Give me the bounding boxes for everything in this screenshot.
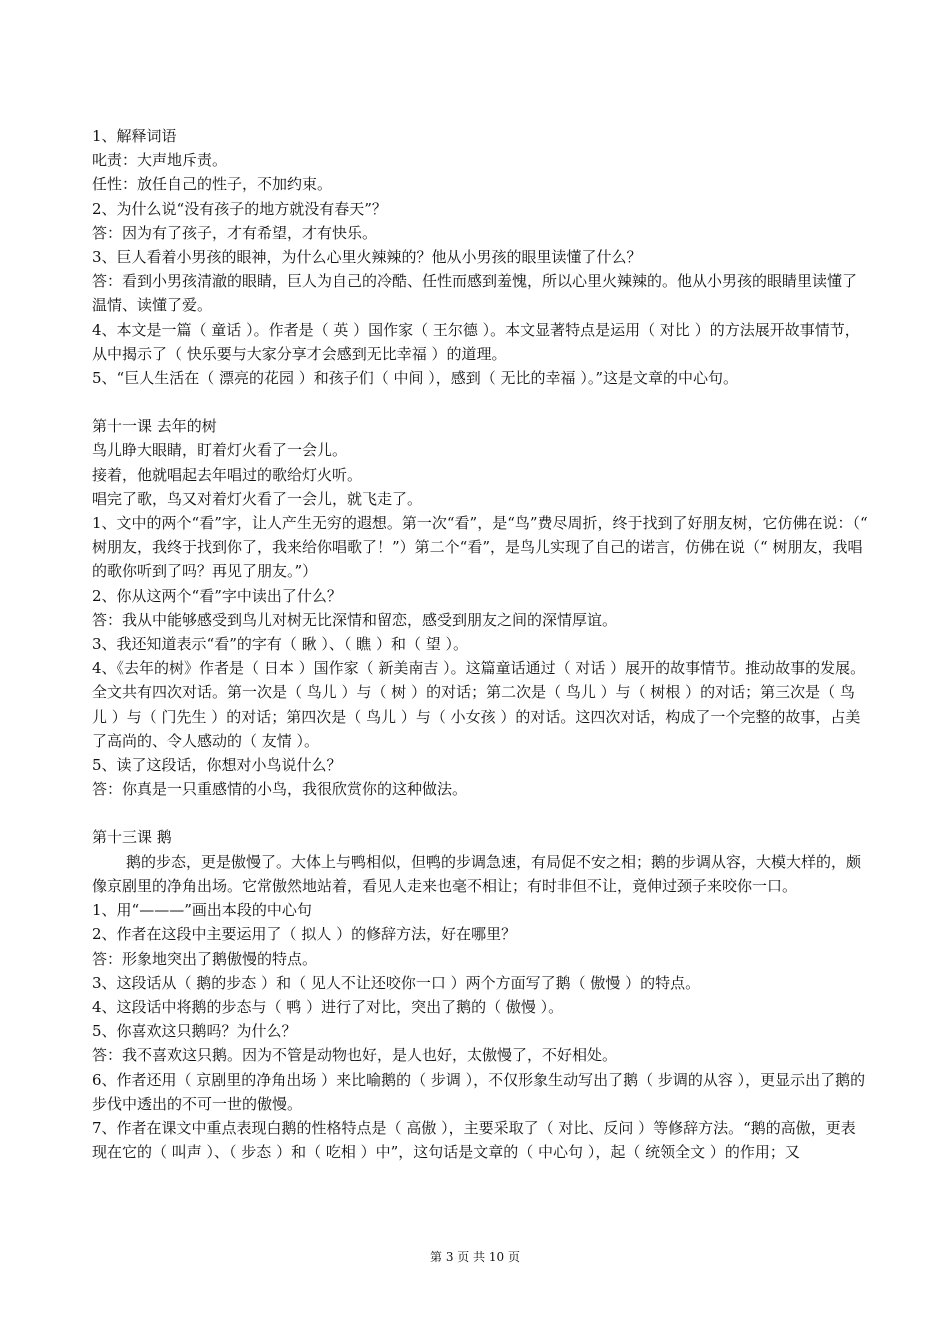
section-gap [92,801,868,825]
answer: 答：你真是一只重感情的小鸟，我很欣赏你的这种做法。 [92,780,468,799]
answer: 答：形象地突出了鹅傲慢的特点。 [92,949,318,968]
fill-in-question: 5、“巨人生活在（ 漂亮的花园 ）和孩子们（ 中间 ），感到（ 无比的幸福 ）。”这是文章的中心句。 [92,369,738,388]
fill-in-question: 3、我还知道表示“看”的字有（ 瞅 ）、（ 瞧 ）和（ 望 ）。 [92,635,468,654]
fill-in-question: 4、《去年的树》作者是（ 日本 ）国作家（ 新美南吉 ）。这篇童话通过（ 对话 ）展开的故事情节。推动故事的发展。全文共有四次对话。第一次是（ 鸟儿 ）与（ 树 ）的对话；第二次是（ 鸟儿 ）与（ 树根 ）的对话；第三次是（ 鸟儿 ）与（ 门先生 ）的对话；第四次是（ 鸟儿 ）与（ 小女孩 ）的对话。这四次对话，构成了一个完整的故事，占美了高尚的、令人感动的（ 友情 ）。 [92,659,866,750]
answer: 答：我从中能够感受到鸟儿对树无比深情和留恋，感受到朋友之间的深情厚谊。 [92,610,618,629]
answer: 答：看到小男孩清澈的眼睛，巨人为自己的冷酷、任性而感到羞愧，所以心里火辣辣的。他从小男孩的眼睛里读懂了温情、读懂了爱。 [92,272,858,315]
passage-line: 鸟儿睁大眼睛，盯着灯火看了一会儿。 [92,441,348,460]
section-1 [92,124,868,390]
question: 3、巨人看着小男孩的眼神，为什么心里火辣辣的？他从小男孩的眼里读懂了什么？ [92,248,642,267]
heading-explain-words: 1、解释词语 [92,127,177,145]
section-3 [92,825,868,1164]
question: 1、用“———”画出本段的中心句 [92,901,312,920]
question: 2、为什么说“没有孩子的地方就没有春天”？ [92,199,387,218]
page-number-footer: 第 3 页 共 10 页 [430,1250,520,1264]
lesson-title: 第十三课 鹅 [92,828,172,847]
section-gap [92,390,868,414]
question: 2、你从这两个“看”字中读出了什么？ [92,586,342,605]
question: 5、你喜欢这只鹅吗？为什么？ [92,1022,297,1041]
fill-in-question: 4、这段话中将鹅的步态与（ 鸭 ）进行了对比，突出了鹅的（ 傲慢 ）。 [92,997,564,1016]
fill-in-question: 1、文中的两个“看”字，让人产生无穷的遐想。第一次“看”，是“鸟”费尽周折，终于找到了好朋友树，它仿佛在说：（“ 树朋友，我终于找到你了，我来给你唱歌了！”）第二个“看”，是鸟儿实现了自己的诺言，仿佛在说（“ 树朋友，我唱的歌你听到了吗？再见了朋友。”） [92,514,868,581]
fill-in-question: 7、作者在课文中重点表现白鹅的性格特点是（ 高傲 ），主要采取了（ 对比、反问 ）等修辞方法。“鹅的高傲，更表现在它的（ 叫声 ）、（ 步态 ）和（ 吃相 ）中”，这句话是文章的（ 中心句 ），起（ 统领全文 ）的作用；又 [92,1118,856,1162]
word-definition: 叱责：大声地斥责。 [92,151,228,170]
lesson-title: 第十一课 去年的树 [92,417,217,436]
word-definition: 任性：放任自己的性子，不加约束。 [92,175,333,194]
answer: 答：我不喜欢这只鹅。因为不管是动物也好，是人也好，太傲慢了，不好相处。 [92,1046,618,1065]
fill-in-question: 6、作者还用（ 京剧里的净角出场 ）来比喻鹅的（ 步调 ），不仅形象生动写出了鹅（ 步调的从容 ），更显示出了鹅的步伐中透出的不可一世的傲慢。 [92,1070,866,1113]
passage-line: 接着，他就唱起去年唱过的歌给灯火听。 [92,465,363,484]
section-2 [92,414,868,801]
question: 5、读了这段话，你想对小鸟说什么？ [92,756,342,775]
fill-in-question: 2、作者在这段中主要运用了（ 拟人 ）的修辞方法，好在哪里？ [92,925,517,944]
passage-line: 唱完了歌，鸟又对着灯火看了一会儿，就飞走了。 [92,489,423,508]
page-content [92,124,868,1164]
fill-in-question: 3、这段话从（ 鹅的步态 ）和（ 见人不让还咬你一口 ）两个方面写了鹅（ 傲慢 ）的特点。 [92,973,701,992]
answer: 答：因为有了孩子，才有希望，才有快乐。 [92,223,378,242]
fill-in-question: 4、本文是一篇（ 童话 ）。作者是（ 英 ）国作家（ 王尔德 ）。本文显著特点是运用（ 对比 ）的方法展开故事情节，从中揭示了（ 快乐要与大家分享才会感到无比幸福 ）的道理。 [92,320,860,363]
passage-paragraph: 鹅的步态，更是傲慢了。大体上与鸭相似，但鸭的步调急速，有局促不安之相；鹅的步调从容，大模大样的，颇像京剧里的净角出场。它常傲然地站着，看见人走来也毫不相让；有时非但不让，竟伸过颈子来咬你一口。 [92,852,862,895]
